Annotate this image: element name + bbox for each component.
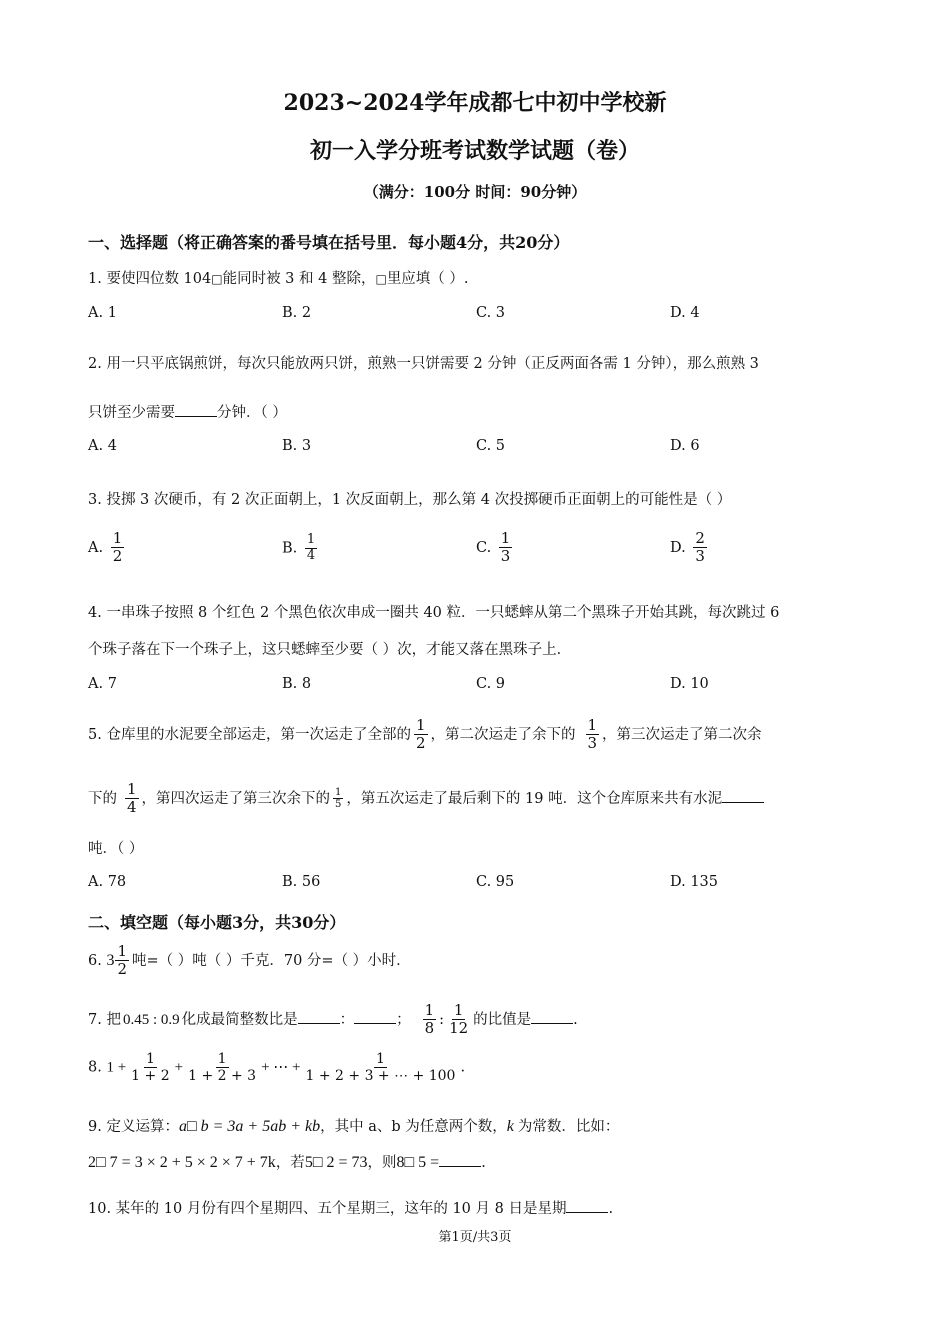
q7-fraction-1: [423, 1002, 437, 1038]
q5-option-d: D. 135: [670, 874, 719, 890]
q7-fraction-2: [447, 1002, 470, 1038]
q8-term-2: [186, 1051, 258, 1084]
q1-text-b: 能同时被 3 和 4 整除，: [222, 271, 376, 287]
q5-line1-c: ，第三次运走了第二次余: [602, 726, 762, 743]
fraction-numerator: 1: [145, 1051, 155, 1067]
question-9-line1: [88, 1115, 619, 1136]
q8-lead: 1 +: [106, 1059, 127, 1076]
q7-period: .: [573, 1011, 578, 1028]
q5-option-b: B. 56: [282, 874, 321, 890]
q3-option-c: [476, 530, 515, 566]
section-1-heading: 一、选择题（将正确答案的番号填在括号里．每小题4分，共20分）: [88, 233, 570, 252]
q5-fraction-4: [333, 787, 343, 811]
q8-term-1: [129, 1051, 171, 1084]
fraction-numerator: 1: [376, 1051, 385, 1067]
fraction-numerator: 1: [335, 786, 342, 798]
fraction-numerator: 1: [117, 942, 127, 960]
q9-expr-4: 8□ 5 =: [396, 1154, 440, 1171]
question-9-line2: [88, 1151, 486, 1172]
question-5-line3: 吨．（ ）: [88, 841, 144, 857]
q5-option-c: C. 95: [476, 874, 515, 890]
q7-blank-3: [531, 1011, 573, 1024]
q5-fraction-3: [125, 781, 139, 817]
q5-line1-b: ，第二次运走了余下的: [430, 726, 576, 743]
exam-title-line2: 初一入学分班考试数学试题（卷）: [309, 138, 640, 164]
section-2-heading: 二、填空题（每小题3分，共30分）: [88, 913, 346, 932]
q3-option-a-fraction: [111, 530, 125, 566]
fraction-numerator: 1: [217, 1051, 227, 1067]
q8-tail: .: [460, 1059, 466, 1076]
q2-option-b: B. 3: [282, 438, 312, 454]
q6-mixed-fraction: [115, 943, 129, 979]
question-8: [88, 1051, 465, 1084]
q4-option-b: B. 8: [282, 676, 312, 692]
fraction-denominator: 4: [127, 798, 137, 817]
q1-option-c: C. 3: [476, 305, 506, 321]
q7-colon: ：: [339, 1011, 355, 1028]
question-4-line1: 4. 一串珠子按照 8 个红色 2 个黑色依次串成一圈共 40 粒．一只蟋蟀从第二个黑珠子开始其跳，每次跳过 6: [88, 605, 780, 621]
q10-text: 10. 某年的 10 月份有四个星期四、五个星期三，这年的 10 月 8 日是星期: [88, 1201, 567, 1217]
q2-option-c: C. 5: [476, 438, 506, 454]
q2-line2-a: 只饼至少需要: [88, 405, 175, 421]
q1-option-b: B. 2: [282, 305, 312, 321]
fraction-denominator: 2: [112, 547, 123, 566]
fraction-denominator: 1 + 2: [131, 1068, 170, 1085]
q8-term-3: [304, 1051, 458, 1084]
question-1: [88, 267, 469, 288]
fraction-numerator: 1: [587, 716, 598, 734]
q5-fraction-1: [414, 717, 428, 753]
q10-answer-blank: [566, 1200, 608, 1213]
q7-text-a: 7. 把: [88, 1011, 121, 1028]
fraction-denominator: 5: [335, 799, 342, 811]
q2-option-d: D. 6: [670, 438, 700, 454]
q7-ratio-colon: :: [439, 1011, 445, 1028]
exam-title-line1: 2023~2024学年成都七中初中学校新: [283, 90, 667, 116]
q6-label: 6.: [88, 952, 102, 969]
page-footer: 第1页/共3页: [438, 1230, 512, 1245]
q9-line2-b: ，则: [367, 1155, 397, 1171]
question-7: [88, 1002, 578, 1038]
q4-option-d: D. 10: [670, 676, 709, 692]
q3-option-d: [670, 530, 710, 566]
q2-line2-b: 分钟．（ ）: [217, 405, 287, 421]
question-6: [88, 943, 411, 979]
q1-text-c: 里应填（ ）.: [386, 271, 469, 287]
q1-option-d: D. 4: [670, 305, 700, 321]
fraction-denominator: 2: [117, 960, 127, 979]
question-5-line2: [88, 781, 764, 817]
question-2-line2: [88, 401, 287, 422]
fraction-numerator: 1: [453, 1001, 464, 1019]
fraction-numerator: 1: [112, 529, 123, 547]
q1-box: □: [211, 272, 223, 286]
q9-expr-3: 5□ 2 = 73: [304, 1154, 368, 1171]
fraction-numerator: 1: [424, 1001, 435, 1019]
fraction-numerator: 1: [415, 716, 426, 734]
q3-option-d-label: D.: [670, 539, 686, 556]
q4-option-a: A. 7: [88, 676, 117, 692]
q1-text-a: 1. 要使四位数 104: [88, 271, 212, 287]
fraction-numerator: 1: [306, 532, 316, 547]
fraction-denominator: 3: [500, 547, 511, 566]
q6-mixed-whole: 3: [106, 951, 115, 969]
q5-line2-b: ，第四次运走了第三次余下的: [141, 790, 331, 807]
q7-blank-2: [354, 1011, 396, 1024]
q8-label: 8.: [88, 1059, 102, 1076]
q7-text-c: 的比值是: [473, 1011, 532, 1028]
q7-blank-1: [298, 1011, 340, 1024]
question-4-line2: 个珠子落在下一个珠子上，这只蟋蟀至少要（ ）次，才能又落在黑珠子上．: [88, 642, 572, 658]
fraction-numerator: 2: [695, 529, 705, 547]
q3-option-b-fraction: [305, 533, 317, 564]
q1-box-2: □: [375, 272, 387, 286]
q7-text-b: 化成最简整数比是: [181, 1011, 298, 1028]
question-3: 3. 投掷 3 次硬币，有 2 次正面朝上，1 次反面朝上，那么第 4 次投掷硬币正面朝上的可能性是（ ）: [88, 492, 732, 508]
q5-fraction-2: [586, 717, 600, 753]
q3-option-b-label: B.: [282, 540, 298, 557]
question-10: [88, 1197, 613, 1218]
q2-option-a: A. 4: [88, 438, 117, 454]
q9-line2-a: ，若: [275, 1155, 305, 1171]
q7-ratio: 0.45 : 0.9: [122, 1011, 180, 1028]
q3-option-a: [88, 530, 127, 566]
q3-option-d-fraction: [693, 530, 707, 566]
fraction-numerator: 1: [127, 780, 137, 798]
q4-option-c: C. 9: [476, 676, 506, 692]
q9-line1-a: 9. 定义运算：: [88, 1119, 179, 1135]
q7-semicolon: ；: [396, 1011, 411, 1028]
q9-line1-c: 为常数．比如：: [517, 1119, 620, 1135]
fraction-denominator: 2: [415, 734, 426, 753]
q3-option-c-fraction: [499, 530, 513, 566]
fraction-numerator: 1: [500, 529, 511, 547]
q3-option-c-label: C.: [476, 539, 492, 556]
q2-answer-blank: [175, 404, 217, 417]
q9-expr-2: 2□ 7 = 3 × 2 + 5 × 2 × 7 + 7k: [88, 1154, 276, 1171]
q1-option-a: A. 1: [88, 305, 117, 321]
q6-rest: 吨=（ ）吨（ ）千克．70 分=（ ）小时．: [132, 952, 411, 969]
q5-line1-a: 5. 仓库里的水泥要全部运走，第一次运走了全部的: [88, 726, 411, 743]
q9-k: k: [506, 1118, 514, 1135]
fraction-denominator: 12: [449, 1019, 469, 1038]
fraction-denominator: 1 + 2 + 3 + ⋯ + 100: [305, 1068, 456, 1085]
q9-answer-blank: [439, 1154, 481, 1167]
question-5-line1: [88, 717, 762, 753]
q5-option-a: A. 78: [88, 874, 127, 890]
q9-expr-1: a□ b = 3a + 5ab + kb: [178, 1118, 321, 1135]
q8-plus: +: [174, 1059, 184, 1076]
q9-line1-b: ，其中 a、b 为任意两个数，: [320, 1119, 507, 1135]
q3-option-b: [282, 533, 320, 564]
fraction-denominator: 3: [695, 547, 705, 566]
q5-line2-c: ，第五次运走了最后剩下的 19 吨．这个仓库原来共有水泥: [346, 790, 723, 807]
q9-period: .: [481, 1155, 486, 1171]
q5-answer-blank: [722, 790, 764, 803]
question-2-line1: 2. 用一只平底锅煎饼，每次只能放两只饼，煎熟一只饼需要 2 分钟（正反两面各需 1 分钟），那么煎熟 3: [88, 356, 759, 372]
q8-dots: + ⋯ +: [261, 1059, 301, 1076]
q3-option-a-label: A.: [88, 539, 104, 556]
exam-subtitle: （满分：100分 时间：90分钟）: [363, 183, 587, 201]
q10-period: .: [608, 1201, 614, 1217]
fraction-denominator: 4: [306, 547, 316, 563]
q5-line2-a: 下的: [88, 790, 117, 807]
fraction-denominator: 1 + 2 + 3: [188, 1068, 257, 1085]
fraction-denominator: 3: [587, 734, 598, 753]
fraction-denominator: 8: [424, 1019, 435, 1038]
